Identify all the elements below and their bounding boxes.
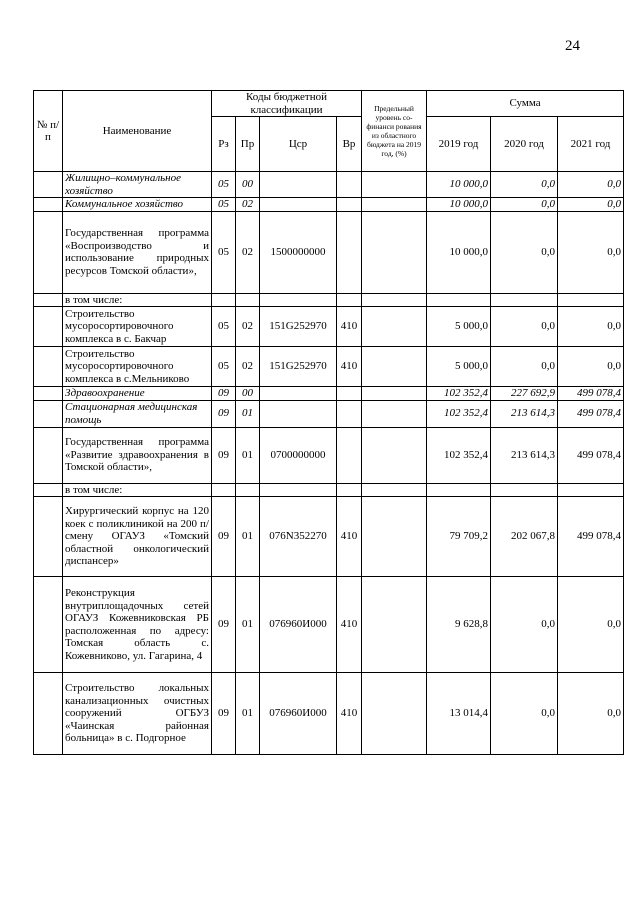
row-2020: 0,0: [491, 577, 558, 673]
row-csr: 0700000000: [260, 427, 337, 483]
row-name: Стационарная медицинская помощь: [63, 400, 212, 427]
table-row: [34, 673, 624, 755]
row-name: Хирургический корпус на 120 коек с поликлиникой на 200 п/смену ОГАУЗ «Томский областной онкологический диспансер»: [63, 497, 212, 577]
row-csr: [260, 198, 337, 212]
header-rz: Рз: [212, 117, 236, 172]
row-2021: 499 078,4: [558, 427, 624, 483]
row-2019: 10 000,0: [427, 211, 491, 293]
row-2021: 0,0: [558, 198, 624, 212]
row-name: Строительство мусоросортировочного комплекса в с. Бакчар: [63, 307, 212, 347]
header-codes: Коды бюджетной классификации: [212, 91, 362, 117]
table-row: [34, 198, 624, 212]
page-number: 24: [565, 38, 580, 54]
table-row: [34, 347, 624, 387]
row-2021: 0,0: [558, 307, 624, 347]
row-rz: 05: [212, 307, 236, 347]
table-row: [34, 293, 624, 307]
row-rz: 09: [212, 387, 236, 401]
header-2020: 2020 год: [491, 117, 558, 172]
budget-table: [33, 90, 624, 755]
row-rz: 09: [212, 400, 236, 427]
row-csr: 076N352270: [260, 497, 337, 577]
header-sum: Сумма: [427, 91, 624, 117]
row-name: в том числе:: [63, 293, 212, 307]
row-limit: [362, 307, 427, 347]
row-2020: 0,0: [491, 172, 558, 198]
row-2019: 10 000,0: [427, 172, 491, 198]
row-2021: 0,0: [558, 172, 624, 198]
row-name: Коммунальное хозяйство: [63, 198, 212, 212]
row-2020: 0,0: [491, 198, 558, 212]
row-name: Реконструкция внутриплощадочных сетей ОГАУЗ Кожевниковская РБ расположенная по адресу: Томская область с. Кожевниково, ул. Гагарина, 4: [63, 577, 212, 673]
row-limit: [362, 577, 427, 673]
row-2019: 79 709,2: [427, 497, 491, 577]
header-num: № п/п: [34, 91, 63, 172]
row-pr: 01: [236, 497, 260, 577]
table-row: [34, 211, 624, 293]
row-rz: 09: [212, 427, 236, 483]
row-limit: [362, 673, 427, 755]
table-row: [34, 307, 624, 347]
row-limit: [362, 198, 427, 212]
row-2021: 0,0: [558, 347, 624, 387]
row-2020: 213 614,3: [491, 427, 558, 483]
row-pr: 01: [236, 577, 260, 673]
header-csr: Цср: [260, 117, 337, 172]
row-pr: 02: [236, 347, 260, 387]
row-2019: 5 000,0: [427, 307, 491, 347]
table-row: [34, 400, 624, 427]
header-2021: 2021 год: [558, 117, 624, 172]
row-vr: [337, 427, 362, 483]
table-header: [34, 91, 624, 172]
table-row: [34, 577, 624, 673]
row-2021: 0,0: [558, 673, 624, 755]
row-2021: 0,0: [558, 211, 624, 293]
row-vr: [337, 198, 362, 212]
row-name: Строительство мусоросортировочного комплекса в с.Мельниково: [63, 347, 212, 387]
row-pr: 01: [236, 400, 260, 427]
row-2020: 213 614,3: [491, 400, 558, 427]
row-csr: [260, 387, 337, 401]
table-row: [34, 427, 624, 483]
row-2020: 0,0: [491, 347, 558, 387]
row-rz: 09: [212, 673, 236, 755]
row-csr: 151G252970: [260, 307, 337, 347]
row-csr: [260, 400, 337, 427]
row-2019: 9 628,8: [427, 577, 491, 673]
row-2021: 0,0: [558, 577, 624, 673]
row-2019: 102 352,4: [427, 400, 491, 427]
header-name: Наименование: [63, 91, 212, 172]
table-row: [34, 172, 624, 198]
row-vr: 410: [337, 497, 362, 577]
row-name: в том числе:: [63, 483, 212, 497]
row-limit: [362, 347, 427, 387]
row-csr: 076960И000: [260, 577, 337, 673]
table-row: [34, 497, 624, 577]
row-2020: 0,0: [491, 307, 558, 347]
row-pr: 00: [236, 387, 260, 401]
row-rz: 05: [212, 211, 236, 293]
row-2020: 0,0: [491, 211, 558, 293]
row-pr: 02: [236, 198, 260, 212]
row-name: Государственная программа «Развитие здравоохранения в Томской области»,: [63, 427, 212, 483]
row-limit: [362, 427, 427, 483]
row-limit: [362, 497, 427, 577]
row-vr: [337, 387, 362, 401]
header-vr: Вр: [337, 117, 362, 172]
row-2019: 102 352,4: [427, 387, 491, 401]
row-2020: 0,0: [491, 673, 558, 755]
header-pr: Пр: [236, 117, 260, 172]
row-2020: 202 067,8: [491, 497, 558, 577]
row-name: Здравоохранение: [63, 387, 212, 401]
row-limit: [362, 172, 427, 198]
row-rz: 05: [212, 172, 236, 198]
row-name: Государственная программа «Воспроизводство и использование природных ресурсов Томской области»,: [63, 211, 212, 293]
table-row: [34, 483, 624, 497]
row-rz: 09: [212, 577, 236, 673]
row-vr: 410: [337, 673, 362, 755]
row-csr: 076960И000: [260, 673, 337, 755]
row-limit: [362, 211, 427, 293]
table-row: [34, 387, 624, 401]
row-vr: 410: [337, 347, 362, 387]
row-rz: 05: [212, 198, 236, 212]
row-name: Строительство локальных канализационных очистных сооружений ОГБУЗ «Чаинская районная больница» в с. Подгорное: [63, 673, 212, 755]
header-2019: 2019 год: [427, 117, 491, 172]
row-csr: [260, 172, 337, 198]
row-2019: 13 014,4: [427, 673, 491, 755]
row-csr: 1500000000: [260, 211, 337, 293]
header-limit: Предельный уровень со-финанси рования из областного бюджета на 2019 год, (%): [362, 91, 427, 172]
row-rz: 09: [212, 497, 236, 577]
row-vr: [337, 172, 362, 198]
row-vr: [337, 211, 362, 293]
row-limit: [362, 400, 427, 427]
row-rz: 05: [212, 347, 236, 387]
row-pr: 02: [236, 211, 260, 293]
row-vr: [337, 400, 362, 427]
row-2019: 5 000,0: [427, 347, 491, 387]
row-vr: 410: [337, 577, 362, 673]
row-2020: 227 692,9: [491, 387, 558, 401]
row-2019: 10 000,0: [427, 198, 491, 212]
row-2019: 102 352,4: [427, 427, 491, 483]
row-pr: 02: [236, 307, 260, 347]
row-pr: 00: [236, 172, 260, 198]
row-2021: 499 078,4: [558, 387, 624, 401]
row-pr: 01: [236, 427, 260, 483]
row-vr: 410: [337, 307, 362, 347]
row-name: Жилищно–коммунальное хозяйство: [63, 172, 212, 198]
row-2021: 499 078,4: [558, 400, 624, 427]
row-limit: [362, 387, 427, 401]
row-csr: 151G252970: [260, 347, 337, 387]
row-pr: 01: [236, 673, 260, 755]
row-2021: 499 078,4: [558, 497, 624, 577]
